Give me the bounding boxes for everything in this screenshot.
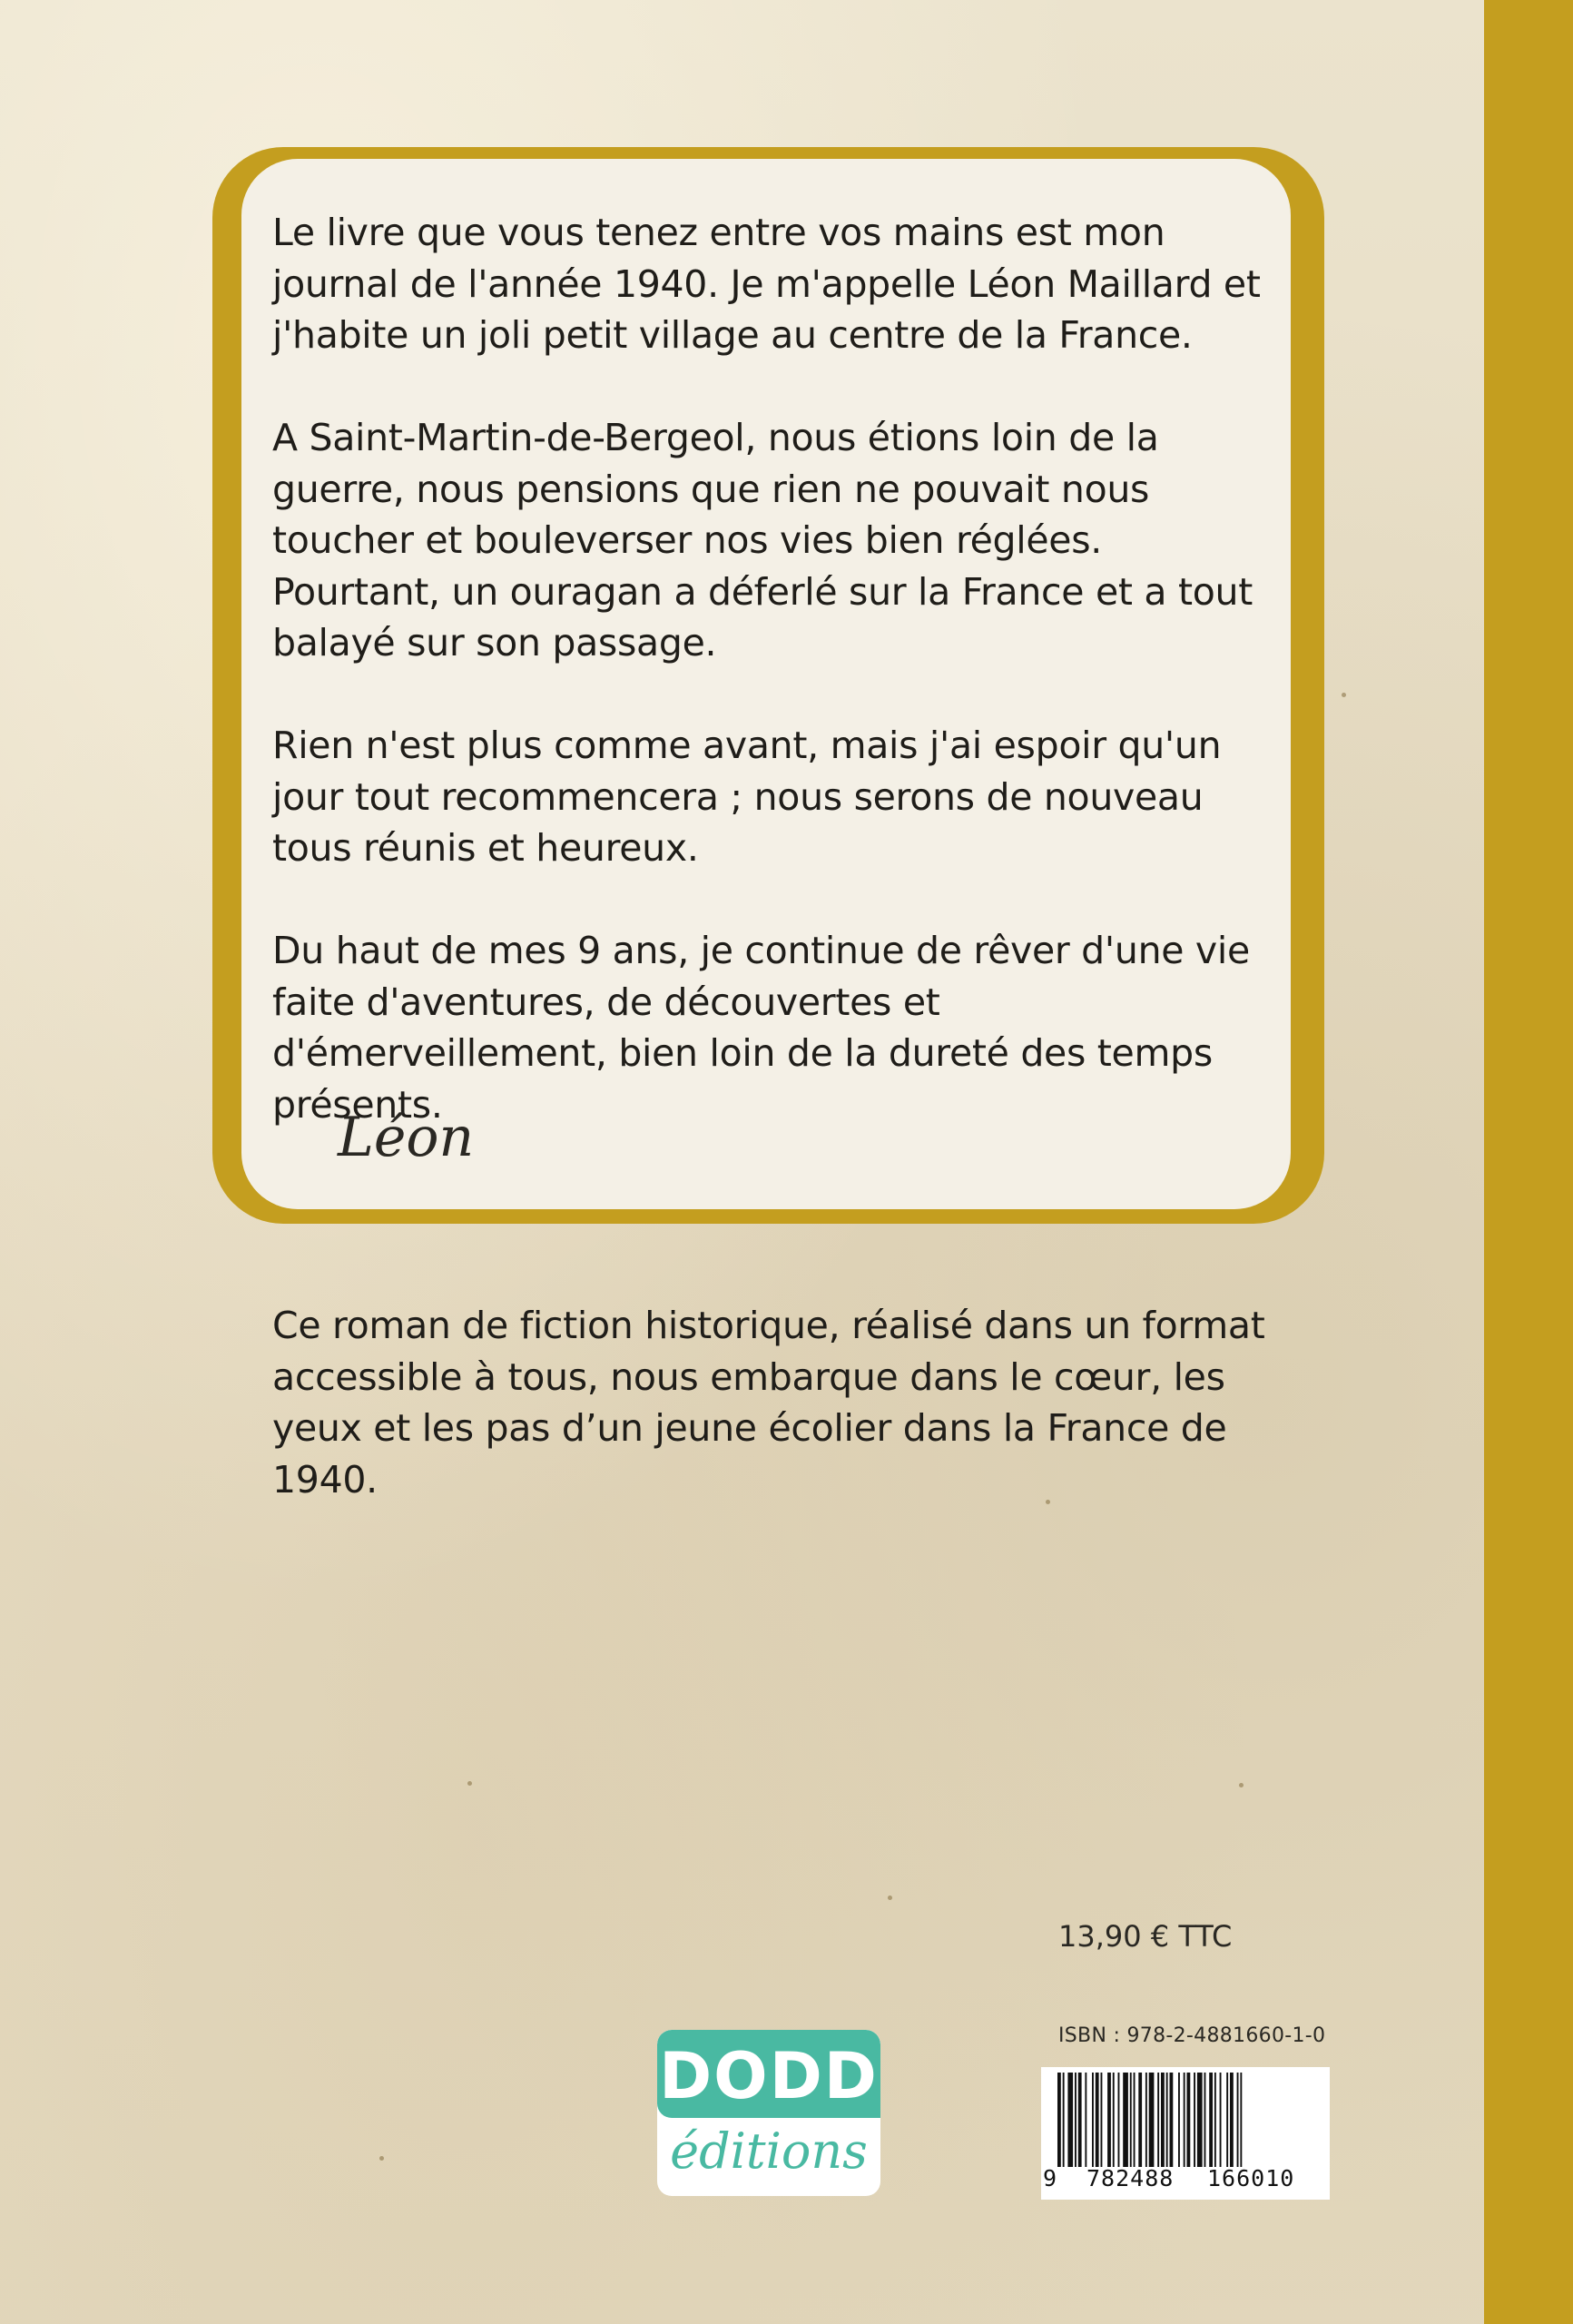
barcode-bar xyxy=(1130,2073,1132,2167)
story-paragraph: A Saint-Martin-de-Bergeol, nous étions loin de la guerre, nous pensions que rien ne pouvait nous toucher et bouleverser nos vies bien réglées. Pourtant, un ouragan a déferlé sur la France et a tout balayé sur son passage. xyxy=(272,416,1253,665)
barcode-bar xyxy=(1123,2073,1128,2167)
barcode-bar xyxy=(1187,2073,1191,2167)
barcode-bar xyxy=(1166,2073,1168,2167)
barcode-bar xyxy=(1107,2073,1111,2167)
barcode-bar xyxy=(1075,2073,1077,2167)
barcode-bar xyxy=(1161,2073,1165,2167)
paper-speck xyxy=(379,2156,384,2161)
barcode-bar xyxy=(1149,2073,1155,2167)
barcode-bar xyxy=(1134,2073,1136,2167)
isbn: ISBN : 978-2-4881660-1-0 xyxy=(1058,2024,1326,2047)
barcode-bar xyxy=(1085,2073,1086,2167)
barcode-bar xyxy=(1138,2073,1142,2167)
barcode-bars xyxy=(1054,2073,1317,2167)
barcode-bar xyxy=(1230,2073,1234,2167)
logo-banner xyxy=(657,2030,880,2118)
barcode-bar xyxy=(1170,2073,1174,2167)
barcode-bar xyxy=(1145,2073,1147,2167)
paper-speck xyxy=(467,1781,472,1786)
paper-speck xyxy=(1239,1783,1244,1787)
story-paragraph: Le livre que vous tenez entre vos mains est mon journal de l'année 1940. Je m'appelle Léon Maillard et j'habite un joli petit village au centre de la France. xyxy=(272,211,1261,357)
barcode-bar xyxy=(1204,2073,1206,2167)
barcode-bar xyxy=(1067,2073,1073,2167)
barcode-bar xyxy=(1092,2073,1094,2167)
barcode-bar xyxy=(1209,2073,1213,2167)
barcode-bar xyxy=(1220,2073,1222,2167)
barcode-bar xyxy=(1101,2073,1103,2167)
barcode-first-digit: 9 xyxy=(1043,2165,1057,2191)
barcode-bar xyxy=(1226,2073,1228,2167)
barcode xyxy=(1041,2067,1330,2200)
story-paragraph: Du haut de mes 9 ans, je continue de rêver d'une vie faite d'aventures, de découvertes et d'émerveillement, bien loin de la dureté des temps présents. xyxy=(272,929,1250,1127)
barcode-bar xyxy=(1063,2073,1065,2167)
barcode-bar xyxy=(1157,2073,1159,2167)
barcode-bar xyxy=(1096,2073,1099,2167)
story-text xyxy=(272,207,1280,1130)
barcode-bar xyxy=(1197,2073,1203,2167)
blurb: Ce roman de fiction historique, réalisé dans un format accessible à tous, nous embarque dans le cœur, les yeux et les pas d’un jeune écolier dans la France de 1940. xyxy=(272,1304,1265,1502)
signature: Léon xyxy=(338,1106,475,1169)
price: 13,90 € TTC xyxy=(1058,1919,1233,1954)
barcode-bar xyxy=(1057,2073,1061,2167)
barcode-bar xyxy=(1078,2073,1082,2167)
paper-speck xyxy=(1342,693,1346,697)
barcode-bar xyxy=(1240,2073,1242,2167)
publisher-name: DODD xyxy=(659,2039,879,2113)
barcode-bar xyxy=(1184,2073,1185,2167)
barcode-right-group: 166010 xyxy=(1207,2165,1295,2191)
publisher-logo xyxy=(657,2030,880,2196)
story-paragraph: Rien n'est plus comme avant, mais j'ai espoir qu'un jour tout recommencera ; nous serons de nouveau tous réunis et heureux. xyxy=(272,724,1222,870)
spine-band xyxy=(1484,0,1573,2324)
barcode-bar xyxy=(1178,2073,1180,2167)
barcode-bar xyxy=(1113,2073,1115,2167)
barcode-bar xyxy=(1194,2073,1195,2167)
paper-speck xyxy=(888,1896,892,1900)
barcode-bar xyxy=(1118,2073,1120,2167)
barcode-bar xyxy=(1214,2073,1216,2167)
barcode-bar xyxy=(1237,2073,1239,2167)
publisher-subtitle: éditions xyxy=(670,2122,868,2180)
barcode-left-group: 782488 xyxy=(1086,2165,1175,2191)
